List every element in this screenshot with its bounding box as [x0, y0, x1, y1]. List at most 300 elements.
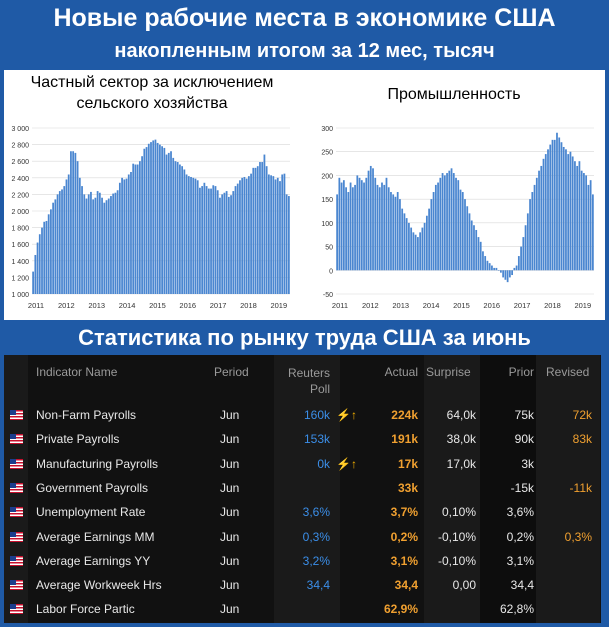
bar: [430, 199, 432, 270]
actual-value: 3,7%: [390, 505, 418, 520]
prior-value: 3k: [521, 456, 534, 471]
bar: [372, 168, 374, 270]
bar: [383, 185, 385, 270]
chart2: [308, 118, 600, 318]
bar: [576, 166, 578, 270]
bar: [392, 194, 394, 270]
bar: [103, 203, 105, 294]
y-tick-label: 250: [321, 149, 333, 157]
bar: [63, 186, 65, 294]
chart2-title: Промышленность: [387, 86, 521, 103]
bar: [581, 171, 583, 271]
bar: [259, 162, 261, 294]
us-flag-icon: [10, 434, 23, 444]
bar: [115, 193, 117, 294]
bar: [146, 147, 148, 294]
bar: [491, 266, 493, 271]
bar: [368, 171, 370, 271]
indicator-name: Average Earnings YY: [36, 553, 151, 568]
bar: [50, 209, 52, 294]
bar: [57, 194, 59, 294]
bar: [570, 152, 572, 271]
bar: [338, 178, 340, 270]
page-title: Новые рабочие места в экономике США: [53, 4, 556, 32]
surprise-value: 38,0k: [446, 432, 476, 447]
bar: [68, 174, 70, 294]
surprise-value: -0,10%: [437, 529, 476, 544]
bar: [228, 197, 230, 294]
poll-value: 0,3%: [302, 529, 330, 544]
x-tick-label: 2016: [179, 301, 197, 310]
bar: [381, 183, 383, 271]
bar: [413, 232, 415, 270]
bar: [43, 222, 45, 294]
bar: [226, 191, 228, 294]
bar: [90, 192, 92, 294]
table-row[interactable]: [4, 500, 601, 524]
period: Jun: [220, 480, 240, 495]
bar: [286, 194, 288, 294]
y-tick-label: 50: [325, 244, 333, 252]
table-row[interactable]: [4, 573, 601, 597]
table-row[interactable]: [4, 597, 601, 621]
bar: [493, 268, 495, 270]
bar: [157, 143, 159, 294]
surprise-value: 0,10%: [441, 505, 476, 520]
labor-stats-table: [4, 355, 601, 623]
period: Jun: [220, 456, 240, 471]
prior-value: 62,8%: [499, 602, 534, 617]
bar: [561, 142, 563, 270]
bar: [462, 192, 464, 270]
bar: [264, 155, 266, 294]
bar: [554, 140, 556, 270]
y-tick-label: 1 000: [11, 292, 29, 299]
bar: [268, 174, 270, 294]
revised-value: -11k: [569, 480, 592, 495]
bar: [137, 165, 139, 294]
bar: [199, 188, 201, 294]
bar: [444, 175, 446, 270]
bar: [504, 270, 506, 279]
bar: [487, 261, 489, 270]
x-tick-label: 2015: [453, 301, 470, 310]
period: Jun: [220, 578, 240, 593]
bar: [212, 185, 214, 294]
bar: [538, 171, 540, 271]
bar: [186, 174, 188, 294]
prior-value: -15k: [510, 480, 534, 495]
bar: [446, 173, 448, 270]
bar: [442, 173, 444, 270]
bar: [170, 151, 172, 294]
bar: [437, 183, 439, 271]
indicator-name: Non-Farm Payrolls: [36, 408, 137, 422]
bar: [549, 145, 551, 271]
bar: [531, 192, 533, 270]
bar: [547, 149, 549, 270]
us-flag-icon: [10, 556, 23, 566]
bar: [86, 199, 88, 294]
bar: [574, 161, 576, 270]
bar: [272, 176, 274, 294]
bar: [143, 149, 145, 294]
indicator-name: Labor Force Partic: [36, 602, 135, 617]
bar: [567, 154, 569, 270]
bar: [365, 178, 367, 270]
surprise-value: 64,0k: [446, 408, 476, 422]
bar: [404, 213, 406, 270]
bar: [241, 178, 243, 294]
bar: [152, 140, 154, 294]
header-actual[interactable]: Actual: [384, 365, 418, 379]
bar: [361, 180, 363, 270]
y-tick-label: 2 600: [11, 159, 29, 167]
bar: [130, 172, 132, 294]
period: Jun: [220, 505, 240, 520]
bar: [592, 194, 594, 270]
x-tick-label: 2014: [422, 301, 440, 310]
bar: [97, 191, 99, 294]
bar: [399, 199, 401, 270]
bar: [388, 187, 390, 270]
bar: [150, 142, 152, 294]
us-flag-icon: [10, 532, 23, 542]
bar: [374, 178, 376, 270]
bar: [74, 153, 76, 294]
bar: [354, 185, 356, 270]
bar: [419, 232, 421, 270]
bar: [54, 199, 56, 294]
prior-value: 90k: [514, 432, 534, 447]
bar: [507, 270, 509, 282]
bar: [516, 266, 518, 271]
x-tick-label: 2015: [149, 301, 166, 310]
bar: [221, 194, 223, 294]
bar: [565, 149, 567, 270]
x-tick-label: 2012: [362, 301, 379, 310]
bar: [81, 186, 83, 294]
prior-value: 75k: [514, 408, 534, 422]
bar: [341, 183, 343, 271]
bar: [579, 161, 581, 270]
us-flag-icon: [10, 483, 23, 493]
x-tick-label: 2018: [544, 301, 561, 310]
bar: [275, 179, 277, 294]
actual-value: 17k: [397, 456, 418, 471]
x-tick-label: 2012: [58, 301, 75, 310]
charts-panel: [4, 70, 605, 320]
bar: [540, 166, 542, 270]
bar: [410, 228, 412, 271]
bar: [41, 228, 43, 294]
bar: [175, 161, 177, 294]
poll-value: 160k: [303, 408, 330, 422]
bar: [471, 220, 473, 270]
bar: [108, 199, 110, 294]
x-tick-label: 2017: [209, 301, 227, 310]
x-tick-label: 2011: [27, 301, 45, 310]
bar: [261, 162, 263, 294]
bar: [161, 146, 163, 294]
bar: [466, 206, 468, 270]
bar: [451, 168, 453, 270]
bar: [527, 213, 529, 270]
actual-value: 0,2%: [390, 529, 418, 544]
bar: [478, 237, 480, 270]
x-tick-label: 2011: [331, 301, 349, 310]
page-subtitle: накопленным итогом за 12 мес, тысяч: [114, 40, 495, 62]
bar: [401, 209, 403, 271]
bar: [482, 251, 484, 270]
bar: [350, 183, 352, 271]
x-tick-label: 2014: [118, 301, 136, 310]
y-tick-label: 1 400: [11, 258, 29, 266]
prior-value: 0,2%: [506, 529, 534, 544]
bar: [95, 198, 97, 294]
header-surprise[interactable]: Surprise: [426, 365, 471, 379]
bar: [448, 171, 450, 271]
bar: [370, 166, 372, 270]
bar: [426, 216, 428, 271]
bar: [585, 175, 587, 270]
bar: [155, 140, 157, 294]
bar: [363, 183, 365, 271]
bar: [141, 156, 143, 294]
bar: [484, 256, 486, 270]
bar: [473, 225, 475, 270]
y-tick-label: 1 600: [11, 242, 29, 250]
y-tick-label: 1 200: [11, 275, 29, 283]
bar: [244, 177, 246, 294]
bar: [232, 191, 234, 294]
bar: [356, 175, 358, 270]
period: Jun: [220, 602, 240, 617]
bar: [277, 178, 279, 294]
bar: [480, 242, 482, 270]
surprise-value: -0,10%: [437, 553, 476, 568]
x-tick-label: 2013: [88, 301, 106, 310]
bar: [192, 178, 194, 294]
header-indicator[interactable]: Indicator Name: [36, 365, 118, 379]
bar: [502, 270, 504, 277]
actual-value: 62,9%: [383, 602, 418, 617]
surprise-value: 17,0k: [446, 456, 476, 471]
bar: [509, 270, 511, 277]
bar: [390, 192, 392, 270]
bar: [172, 158, 174, 294]
period: Jun: [220, 408, 240, 422]
bar: [70, 151, 72, 294]
y-tick-label: 200: [321, 173, 333, 181]
bar: [563, 147, 565, 270]
x-tick-label: 2013: [392, 301, 410, 310]
bar: [166, 155, 168, 294]
bar: [511, 270, 513, 275]
bar: [110, 196, 112, 294]
bar: [72, 151, 74, 294]
surprise-value: 0,00: [452, 578, 476, 593]
bar: [457, 180, 459, 270]
period: Jun: [220, 432, 240, 447]
indicator-name: Unemployment Rate: [36, 505, 146, 520]
y-tick-label: 100: [321, 220, 333, 228]
bar: [230, 195, 232, 294]
bar: [188, 176, 190, 294]
bar: [257, 166, 259, 294]
surprise-flag-icon: ⚡↑: [336, 408, 357, 422]
bar: [534, 185, 536, 270]
prior-value: 3,6%: [506, 505, 534, 520]
bar: [281, 174, 283, 294]
actual-value: 34,4: [394, 578, 418, 593]
bar: [588, 185, 590, 270]
bar: [529, 199, 531, 270]
bar: [159, 145, 161, 294]
bar: [246, 179, 248, 294]
y-tick-label: 300: [321, 126, 333, 133]
bar: [252, 168, 254, 294]
bar: [217, 190, 219, 294]
bar: [210, 189, 212, 294]
bar: [469, 213, 471, 270]
us-flag-icon: [10, 459, 23, 469]
bar: [77, 161, 79, 294]
y-tick-label: 1 800: [11, 225, 29, 233]
y-tick-label: -50: [322, 292, 333, 299]
revised-value: 83k: [572, 432, 592, 447]
bar: [208, 189, 210, 294]
bar: [288, 196, 290, 294]
bar: [583, 173, 585, 270]
bar: [177, 162, 179, 294]
header-prior[interactable]: Prior: [508, 365, 534, 379]
bar: [32, 272, 34, 294]
indicator-name: Private Payrolls: [36, 432, 120, 447]
table-row[interactable]: [4, 476, 601, 500]
prior-value: 3,1%: [506, 553, 534, 568]
bar: [489, 263, 491, 270]
bar: [37, 243, 39, 294]
bar: [496, 268, 498, 270]
bar: [39, 234, 41, 294]
bar: [406, 218, 408, 270]
bar: [121, 178, 123, 294]
bar: [279, 181, 281, 294]
bar: [518, 256, 520, 270]
indicator-name: Average Earnings MM: [36, 529, 155, 544]
bar: [59, 191, 61, 294]
bar: [181, 166, 183, 294]
bar: [439, 178, 441, 270]
bar: [239, 180, 241, 294]
y-tick-label: 2 800: [11, 142, 29, 150]
poll-value: 153k: [303, 432, 330, 447]
indicator-name: Manufacturing Payrolls: [36, 456, 159, 471]
x-tick-label: 2018: [240, 301, 257, 310]
y-tick-label: 2 000: [11, 209, 29, 216]
bar: [88, 194, 90, 294]
bar: [428, 209, 430, 271]
table-row[interactable]: [4, 427, 601, 451]
bar: [119, 183, 121, 294]
us-flag-icon: [10, 580, 23, 590]
y-tick-label: 150: [321, 197, 333, 205]
bar: [417, 237, 419, 270]
x-tick-label: 2017: [513, 301, 531, 310]
bar: [179, 165, 181, 294]
table-row[interactable]: [4, 525, 601, 549]
bar: [101, 198, 103, 294]
bar: [61, 189, 63, 294]
bar: [590, 180, 592, 270]
bar: [545, 154, 547, 270]
bar: [433, 192, 435, 270]
bar: [79, 178, 81, 294]
bar: [347, 192, 349, 270]
us-flag-icon: [10, 410, 23, 420]
bar: [117, 190, 119, 294]
bar: [224, 193, 226, 294]
bar: [424, 223, 426, 270]
actual-value: 3,1%: [390, 553, 418, 568]
table-row[interactable]: [4, 403, 601, 427]
bar: [556, 133, 558, 271]
bar: [46, 221, 48, 294]
bar: [52, 203, 54, 294]
table-row[interactable]: [4, 452, 601, 476]
prior-value: 34,4: [510, 578, 534, 593]
bar: [284, 174, 286, 294]
us-flag-icon: [10, 507, 23, 517]
header-period[interactable]: Period: [214, 365, 249, 379]
bar: [359, 178, 361, 270]
bar: [255, 168, 257, 294]
header-revised[interactable]: Revised: [546, 365, 590, 379]
bar: [336, 194, 338, 270]
bar: [270, 175, 272, 294]
bar: [536, 178, 538, 270]
revised-value: 0,3%: [564, 529, 592, 544]
bar: [464, 199, 466, 270]
bar: [195, 179, 197, 294]
bar: [352, 187, 354, 270]
bar: [66, 179, 68, 294]
indicator-name: Average Workweek Hrs: [36, 578, 162, 593]
poll-value: 0k: [317, 456, 330, 471]
bar: [92, 199, 94, 294]
bar: [206, 186, 208, 294]
bar: [455, 178, 457, 270]
surprise-flag-icon: ⚡↑: [336, 456, 357, 471]
bar: [34, 255, 36, 294]
period: Jun: [220, 529, 240, 544]
bar: [500, 270, 502, 272]
revised-value: 72k: [572, 408, 592, 422]
table-row[interactable]: [4, 549, 601, 573]
chart2-svg: [308, 118, 600, 318]
y-tick-label: 0: [329, 268, 333, 276]
chart1: [4, 118, 296, 318]
bar: [83, 194, 85, 294]
bar: [558, 137, 560, 270]
header-poll[interactable]: Reuters Poll: [287, 366, 330, 396]
bar: [543, 159, 545, 270]
bar: [163, 148, 165, 294]
chart1-svg: [4, 118, 296, 318]
bar: [266, 166, 268, 294]
x-tick-label: 2019: [270, 301, 288, 310]
